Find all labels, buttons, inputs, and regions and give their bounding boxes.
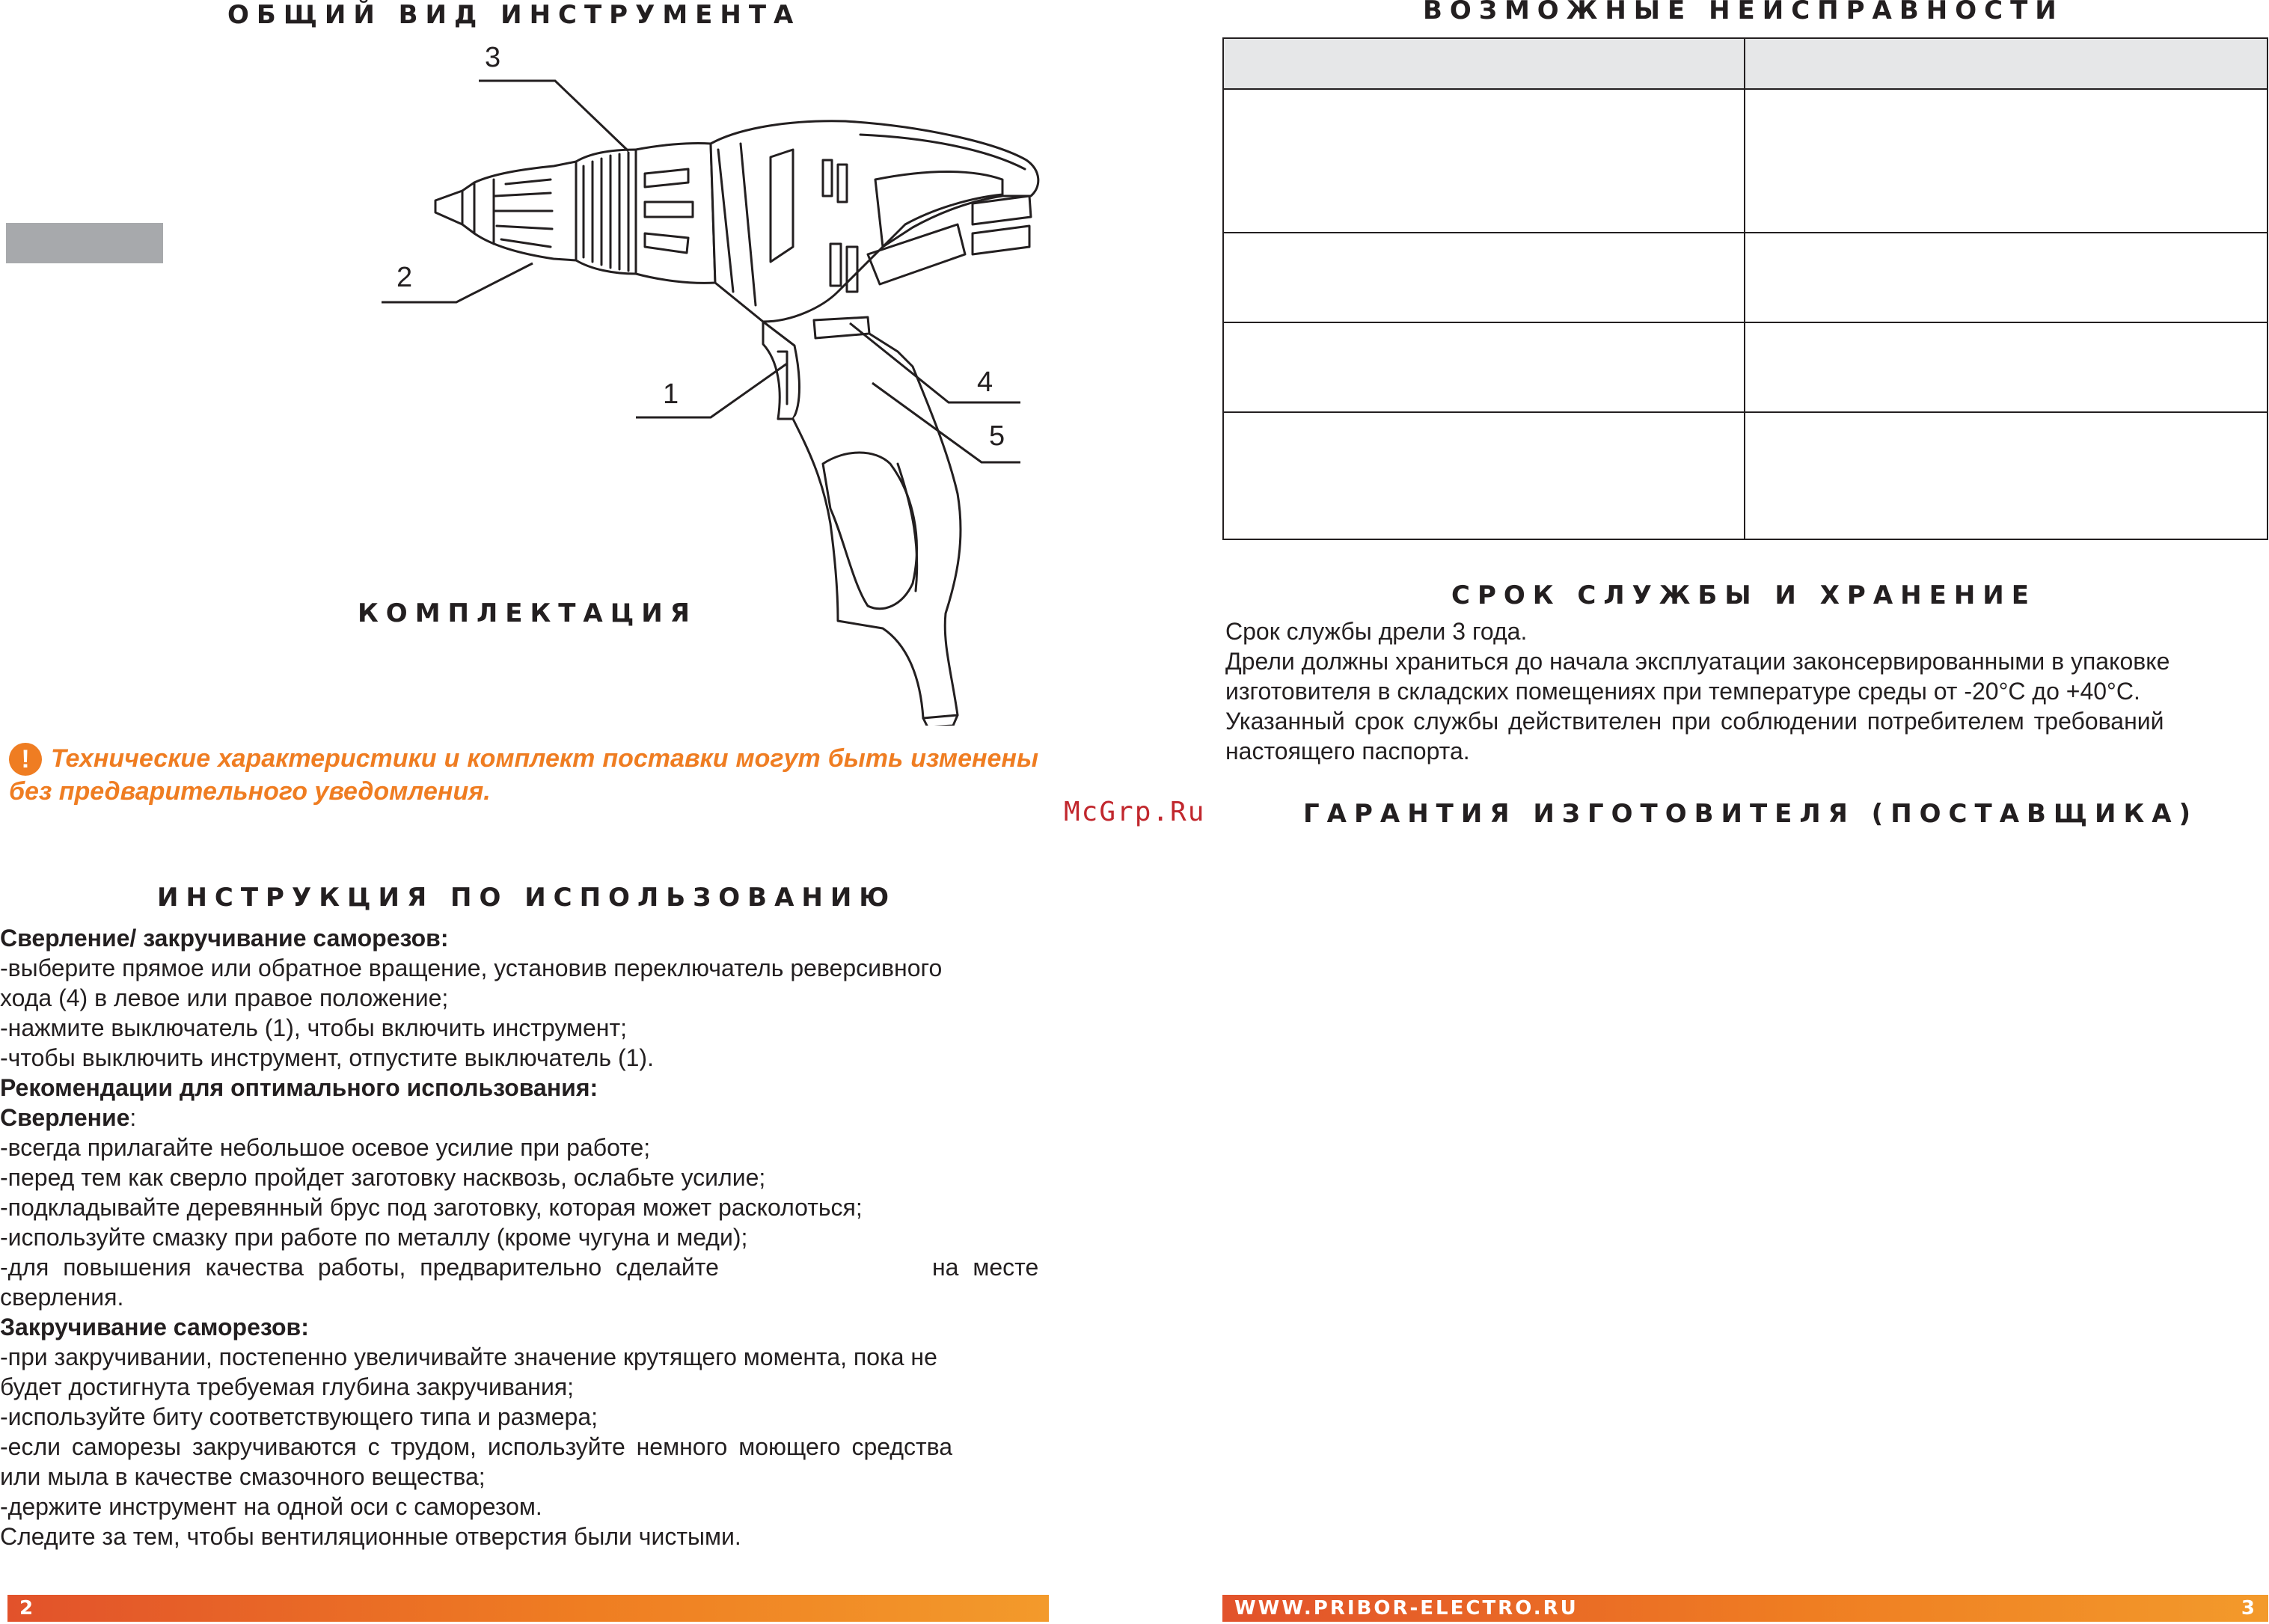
table-row bbox=[1223, 89, 2268, 233]
footer-bar-left bbox=[7, 1595, 1049, 1622]
callout-3: 3 bbox=[485, 42, 501, 73]
page-number-right: 3 bbox=[2241, 1597, 2255, 1620]
instruction-line: -всегда прилагайте небольшое осевое усилие при работе; bbox=[0, 1134, 651, 1161]
footer-bar-right bbox=[1222, 1595, 2268, 1622]
table-row bbox=[1223, 233, 2268, 322]
drilling-screwing-title: Сверление/ закручивание саморезов: bbox=[0, 925, 449, 952]
instruction-line: или мыла в качестве смазочного вещества; bbox=[0, 1463, 486, 1490]
warning-text: Технические характеристики и комплект поставки могут быть изменены без предварительного уведомления. bbox=[9, 744, 1038, 806]
callout-5: 5 bbox=[989, 420, 1005, 452]
warning-icon: ! bbox=[9, 743, 42, 776]
instruction-line: -для повышения качества работы, предварительно сделайте bbox=[0, 1254, 719, 1281]
instruction-line: -при закручивании, постепенно увеличивайте значение крутящего момента, пока не bbox=[0, 1343, 937, 1370]
instruction-line: -подкладывайте деревянный брус под заготовку, которая может расколоться; bbox=[0, 1194, 863, 1221]
table-cell bbox=[1223, 89, 1745, 233]
page-number-left: 2 bbox=[19, 1597, 34, 1620]
drilling-title: Сверление bbox=[0, 1104, 130, 1131]
table-cell bbox=[1223, 412, 1745, 539]
service-line: Указанный срок службы действителен при соблюдении потребителем требований bbox=[1225, 708, 2164, 735]
instruction-line: -выберите прямое или обратное вращение, установив переключатель реверсивного bbox=[0, 955, 943, 981]
service-heading: СРОК СЛУЖБЫ И ХРАНЕНИЕ bbox=[1451, 580, 2036, 610]
instruction-line: будет достигнута требуемая глубина закручивания; bbox=[0, 1373, 575, 1400]
faults-table bbox=[1222, 37, 2268, 540]
general-view-heading: ОБЩИЙ ВИД ИНСТРУМЕНТА bbox=[227, 0, 801, 30]
instructions-heading: ИНСТРУКЦИЯ ПО ИСПОЛЬЗОВАНИЮ bbox=[157, 883, 897, 913]
instruction-line: -держите инструмент на одной оси с саморезом. bbox=[0, 1493, 542, 1520]
table-cell bbox=[1745, 412, 2268, 539]
table-row bbox=[1223, 322, 2268, 412]
instruction-line: на месте bbox=[932, 1254, 1039, 1281]
instruction-line: сверления. bbox=[0, 1284, 124, 1311]
watermark: McGrp.Ru bbox=[1064, 797, 1206, 827]
table-cell bbox=[1745, 322, 2268, 412]
website-link[interactable]: WWW.PRIBOR-ELECTRO.RU bbox=[1234, 1597, 1578, 1620]
instruction-line: -перед тем как сверло пройдет заготовку насквозь, ослабьте усилие; bbox=[0, 1164, 766, 1191]
table-header-row bbox=[1223, 38, 2268, 89]
table-header-cell bbox=[1223, 38, 1745, 89]
table-cell bbox=[1223, 233, 1745, 322]
instruction-line: -используйте смазку при работе по металлу (кроме чугуна и меди); bbox=[0, 1224, 748, 1251]
service-line: настоящего паспорта. bbox=[1225, 738, 1470, 764]
instruction-line: -используйте биту соответствующего типа и размера; bbox=[0, 1403, 598, 1430]
callout-2: 2 bbox=[396, 262, 413, 293]
instruction-line: -чтобы выключить инструмент, отпустите выключатель (1). bbox=[0, 1044, 654, 1071]
callout-1: 1 bbox=[663, 379, 679, 410]
table-cell bbox=[1745, 233, 2268, 322]
faults-heading: ВОЗМОЖНЫЕ НЕИСПРАВНОСТИ bbox=[1423, 0, 2064, 25]
callout-4: 4 bbox=[977, 367, 993, 398]
service-line: Дрели должны храниться до начала эксплуатации законсервированными в упаковке bbox=[1225, 648, 2170, 675]
instruction-line: хода (4) в левое или правое положение; bbox=[0, 984, 449, 1011]
service-line: изготовителя в складских помещениях при температуре среды от -20°С до +40°С. bbox=[1225, 678, 2140, 705]
warranty-heading: ГАРАНТИЯ ИЗГОТОВИТЕЛЯ (ПОСТАВЩИКА) bbox=[1303, 799, 2199, 829]
equipment-heading: КОМПЛЕКТАЦИЯ bbox=[358, 598, 697, 628]
service-line: Срок службы дрели 3 года. bbox=[1225, 618, 1528, 645]
instruction-line: Следите за тем, чтобы вентиляционные отверстия были чистыми. bbox=[0, 1523, 741, 1550]
instruction-line: -нажмите выключатель (1), чтобы включить инструмент; bbox=[0, 1014, 628, 1041]
table-cell bbox=[1745, 89, 2268, 233]
table-header-cell bbox=[1745, 38, 2268, 89]
recommendations-title: Рекомендации для оптимального использования: bbox=[0, 1074, 598, 1101]
instruction-line: -если саморезы закручиваются с трудом, используйте немного моющего средства bbox=[0, 1433, 953, 1460]
table-row bbox=[1223, 412, 2268, 539]
table-cell bbox=[1223, 322, 1745, 412]
screwing-title: Закручивание саморезов: bbox=[0, 1314, 309, 1340]
drilling-title-colon: : bbox=[129, 1104, 137, 1131]
